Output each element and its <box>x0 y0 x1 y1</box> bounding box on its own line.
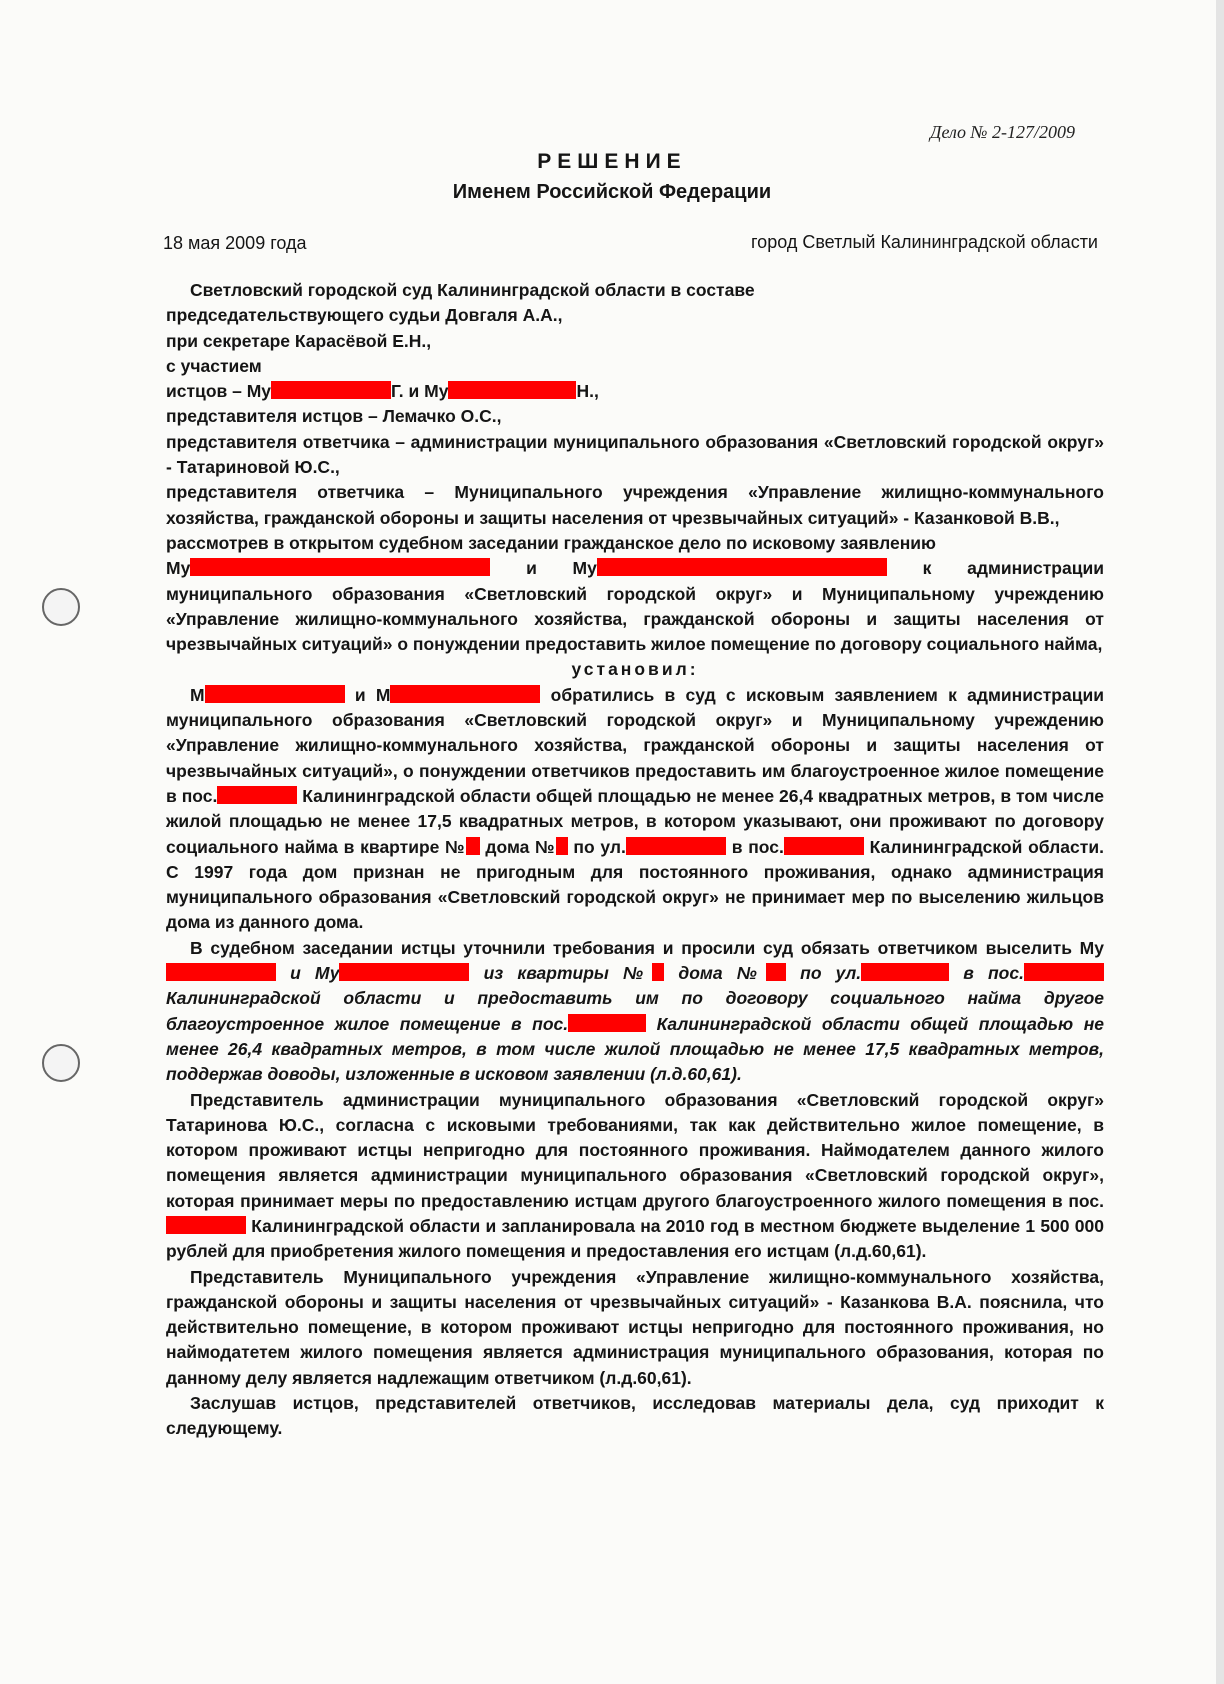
defendant-representative-2: представителя ответчика – Муниципального учреждения «Управление жилищно-коммунального хозяйства, гражданской обороны и защиты населения от чрезвычайных ситуаций» - Казанковой В.В., <box>166 482 1104 528</box>
redaction-box <box>784 837 864 855</box>
redaction-box <box>766 963 786 981</box>
redaction-box <box>626 837 726 855</box>
plaintiffs-line: истцов – Му Г. и Му Н., <box>166 381 599 402</box>
redaction-box <box>166 963 276 981</box>
redaction-box <box>166 1216 246 1234</box>
paragraph-claim: М и М обратились в суд с исковым заявлением к администрации муниципального образования «Светловский городской округ» и Муниципальному учреждению «Управление жилищно-коммунального хозяйства, гражданской обороны и защиты населения от чрезвычайных ситуаций», о понуждении ответчиков предоставить им благоустроенное жилое помещение в пос. Калининградской области общей площадью не менее 26,4 квадратных метров, в том числе жилой площадью не менее 17,5 квадратных метров, в котором указывают, они проживают по договору социального найма в квартире № дома № по ул. в пос. Калининградской области. С 1997 года дом признан не пригодным для постоянного проживания, однако администрация муниципального образования «Светловский городской округ» не принимает мер по выселению жильцов дома из данного дома. <box>166 684 1104 933</box>
redaction-box <box>339 963 469 981</box>
paragraph-conclusion-intro: Заслушав истцов, представителей ответчиков, исследовав материалы дела, суд приходит к следующему. <box>166 1393 1104 1439</box>
document-subtitle: Именем Российской Федерации <box>452 181 772 203</box>
court-composition: Светловский городской суд Калининградской области в составе <box>190 280 755 300</box>
established-heading: установил: <box>571 659 699 680</box>
decision-city: город Светлый Калининградской области <box>751 232 1098 252</box>
redaction-box <box>597 558 887 576</box>
page-edge <box>1216 0 1224 1684</box>
case-considered: рассмотрев в открытом судебном заседании гражданское дело по исковому заявлению <box>166 532 936 553</box>
decision-date: 18 мая 2009 года <box>163 233 307 253</box>
redaction-box <box>390 685 540 703</box>
redaction-box <box>556 837 568 855</box>
redaction-box <box>271 381 391 399</box>
redaction-box <box>448 381 576 399</box>
redaction-box <box>861 963 949 981</box>
document-body <box>166 278 1104 1442</box>
redaction-box <box>217 786 297 804</box>
case-parties: Му и Му к администрации муниципального образования «Светловский городской округ» и Муниципальному учреждению «Управление жилищно-коммунального хозяйства, гражданской обороны и защиты населения от чрезвычайных ситуаций» о понуждении предоставить жилое помещение по договору социального найма, <box>166 558 1104 655</box>
document-title: РЕШЕНИЕ <box>537 150 687 173</box>
plaintiffs-representative: представителя истцов – Лемачко О.С., <box>166 406 502 427</box>
redaction-box <box>190 558 490 576</box>
punch-hole-top <box>42 588 80 626</box>
defendant-representative-1: представителя ответчика – администрации муниципального образования «Светловский городской округ» - Татариновой Ю.С., <box>166 431 1104 478</box>
redaction-box <box>652 963 664 981</box>
punch-hole-bottom <box>42 1044 80 1082</box>
paragraph-administration-position: Представитель администрации муниципального образования «Светловский городской округ» Татаринова Ю.С., согласна с исковыми требованиями, так как действительно жилое помещение, в котором проживают истцы непригодно для постоянного проживания. Наймодателем данного жилого помещения является администрации муниципального образования «Светловский городской округ», которая принимает меры по предоставлению истцам другого благоустроенного жилого помещения в пос. Калининградской области и запланировала на 2010 год в местном бюджете выделение 1 500 000 рублей для приобретения жилого помещения и предоставления его истцам (л.д.60,61). <box>166 1089 1104 1262</box>
court-secretary: при секретаре Карасёвой Е.Н., <box>166 330 432 351</box>
case-number: Дело № 2-127/2009 <box>930 122 1076 142</box>
redaction-box <box>466 837 480 855</box>
redaction-box <box>205 685 345 703</box>
paragraph-clarified-claim: В судебном заседании истцы уточнили требования и просили суд обязать ответчиком выселить Му и Му из квартиры № дома № по ул. в пос. Калининградской области и предоставить им по договору социального найма другое благоустроенное жилое помещение в пос. Калининградской области общей площадью не менее 26,4 квадратных метров, в том числе жилой площадью не менее 17,5 квадратных метров, поддержав доводы, изложенные в исковом заявлении (л.д.60,61). <box>166 937 1104 1085</box>
redaction-box <box>1024 963 1104 981</box>
presiding-judge: председательствующего судьи Довгаля А.А., <box>166 305 563 326</box>
participation-label: с участием <box>166 355 262 376</box>
paragraph-institution-position: Представитель Муниципального учреждения «Управление жилищно-коммунального хозяйства, гражданской обороны и защиты населения от чрезвычайных ситуаций» - Казанкова В.А. пояснила, что действительно помещение, в котором проживают истцы непригодно для постоянного проживания, но наймодатетем жилого помещения является администрация муниципального образования, которая по данному делу является надлежащим ответчиком (л.д.60,61). <box>166 1266 1104 1388</box>
redaction-box <box>568 1014 646 1032</box>
